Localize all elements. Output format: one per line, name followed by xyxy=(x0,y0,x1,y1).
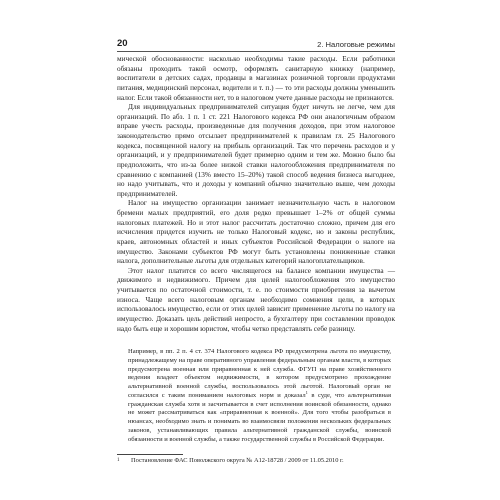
example-block xyxy=(128,348,391,445)
paragraph-1: мической обоснованности: насколько необходимы такие расходы. Если работники обязаны проходить такой осмотр, оформлять санитарную книжку (например, воспитатели в детских садах, продавцы в магазинах розничной торговли продуктами питания, медицинский персонал, водители и т. п.) — то эти расходы должны уменьшить налог. Если такой обязанности нет, то в налоговом учете данные расходы не признаются. xyxy=(117,54,395,102)
header-rule xyxy=(117,51,395,52)
example-paragraph xyxy=(128,348,391,445)
footnote-text: Постановление ФАС Поволжского округа № А12-18728 / 2009 от 11.05.2010 г. xyxy=(131,457,344,464)
example-text-after-ref: в суде, что альтернативная гражданская служба хотя и засчитывается в счет исполнения воинской обязанности, однако не может рассматриваться как «приравненная к военной». Для того чтобы разобраться в нюансах, необходимо знать и понимать во взаимосвязи положения нескольких федеральных законов, устанавливающих правила альтернативной гражданской службы, воинской обязанности и военной службы, а также государственной службы в Российской Федерации. xyxy=(128,391,391,443)
page-number: 20 xyxy=(117,38,128,49)
footnote xyxy=(117,457,395,465)
footnote-reference: 1 xyxy=(305,389,308,395)
running-header xyxy=(117,38,395,52)
footnote-rule xyxy=(117,454,183,455)
footnote-mark: 1 xyxy=(117,458,120,463)
main-text xyxy=(117,54,395,333)
paragraph-2: Для индивидуальных предпринимателей ситуация будет ничуть не легче, чем для организаций. По абз. 1 п. 1 ст. 221 Налогового кодекса РФ они аналогичным образом вправе учесть расходы, произведенные для получения доходов, при этом налоговое законодательство прямо отсылает предпринимателей к правилам гл. 25 Налогового кодекса, посвященной налогу на прибыль организаций. Так что перечень расходов и у организаций, и у предпринимателей будет примерно одним и тем же. Можно было бы предположить, что из-за более низкой ставки налогообложения предпринимателя по сравнению с компанией (13% вместо 15–20%) такой способ ведения бизнеса выгоднее, но надо учитывать, что и доходы у компаний обычно значительно выше, чем доходы предпринимателей. xyxy=(117,102,395,198)
chapter-title: 2. Налоговые режимы xyxy=(317,40,395,49)
example-text-before-ref: Например, в пп. 2 п. 4 ст. 374 Налогового кодекса РФ предусмотрена льгота по имуществу, принадлежащему на праве оперативного управления федеральным органам власти, в которых предусмотрена военная или приравненная к ней служба. ФГУП на праве хозяйственного ведения владеет объектом недвижимости, в котором предусмотрено прохождение альтернативной военной службы, воспользовалось этой льготой. Налоговый орган не согласился с таким пониманием налоговых норм и доказал xyxy=(128,348,391,399)
paragraph-4: Этот налог платится со всего числящегося на балансе компании имущества — движимого и недвижимого. Причем для целей налогообложения это имущество учитывается по остаточной стоимости, т. е. по стоимости приобретения за вычетом износа. Чаще всего налоговым органам необходимо сомнения цели, в которых использовалось имущество, если от этих целей зависит применение льготы по налогу на имущество. Доказать цель действий непросто, а бухгалтеру при составлении проводок надо быть еще и хорошим юристом, чтобы четко представлять себе разницу. xyxy=(117,265,395,333)
paragraph-3: Налог на имущество организации занимает незначительную часть в налоговом бремени малых предприятий, его доля редко превышает 1–2% от общей суммы налоговых платежей. Но и этот налог рассчитать достаточно сложно, причем для его исчисления придется изучить не только Налоговый кодекс, но и законы республик, краев, автономных областей и иных субъектов Российской Федерации о налоге на имущество. Законами субъектов РФ могут быть установлены пониженные ставки налога, дополнительные льготы для отдельных категорий налогоплательщиков. xyxy=(117,198,395,266)
